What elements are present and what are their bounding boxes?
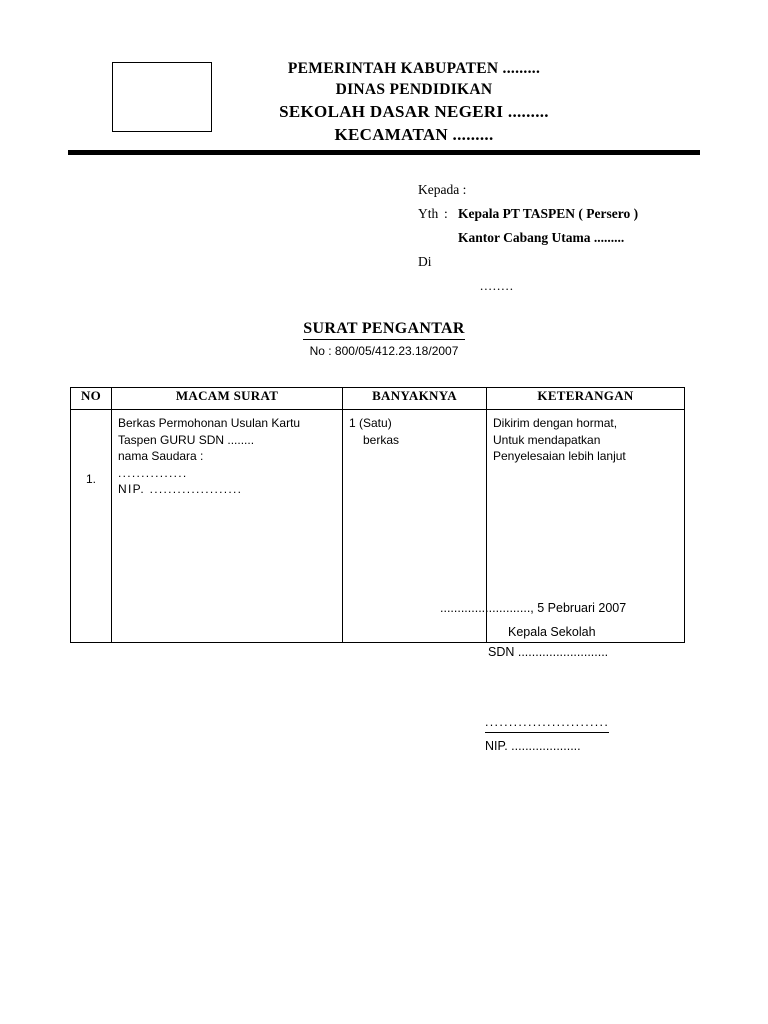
cell-row-number: 1.	[71, 410, 112, 643]
keterangan-line-2: Untuk mendapatkan	[493, 432, 601, 447]
keterangan-line-3: Penyelesaian lebih lanjut	[493, 449, 626, 463]
place-and-date: .........................., 5 Pebruari 2007	[440, 601, 627, 615]
macam-surat-line-5: NIP. ....................	[118, 482, 243, 496]
logo-placeholder-box	[112, 62, 212, 132]
kepada-row	[418, 178, 738, 202]
recipient-name: Kepala PT TASPEN ( Persero )	[458, 206, 639, 221]
yth-row	[418, 202, 738, 226]
column-header-no: NO	[71, 388, 112, 410]
column-header-banyaknya: BANYAKNYA	[343, 388, 487, 410]
signer-nip: NIP. ....................	[485, 739, 581, 753]
letterhead-line-4: KECAMATAN .........	[334, 125, 494, 144]
letterhead	[68, 58, 700, 146]
macam-surat-line-2: Taspen GURU SDN ........	[118, 432, 255, 447]
macam-surat-line-4: ...............	[118, 465, 188, 480]
letterhead-line-3: SEKOLAH DASAR NEGERI .........	[279, 102, 549, 121]
signature-name-block	[485, 712, 745, 756]
document-title: SURAT PENGANTAR	[303, 320, 464, 340]
yth-label: Yth	[418, 206, 439, 221]
letterhead-line-1: PEMERINTAH KABUPATEN .........	[287, 60, 541, 77]
address-block	[418, 178, 738, 298]
signature-block	[440, 598, 740, 662]
di-label: Di	[418, 254, 432, 269]
recipient-branch: Kantor Cabang Utama .........	[458, 230, 625, 245]
letterhead-line-2: DINAS PENDIDIKAN	[335, 81, 493, 98]
signer-name-blank: ..........................	[485, 712, 609, 733]
di-row	[418, 250, 738, 274]
column-header-keterangan: KETERANGAN	[487, 388, 685, 410]
branch-row	[418, 226, 738, 250]
di-value-row	[418, 274, 738, 298]
keterangan-line-1: Dikirim dengan hormat,	[493, 416, 618, 430]
macam-surat-line-1: Berkas Permohonan Usulan Kartu	[118, 416, 301, 430]
letterhead-divider	[68, 150, 700, 155]
document-number: No : 800/05/412.23.18/2007	[309, 344, 459, 358]
column-header-macam-surat: MACAM SURAT	[112, 388, 343, 410]
macam-surat-line-3: nama Saudara :	[118, 449, 204, 463]
signer-school: SDN ..........................	[488, 645, 609, 659]
kepada-label: Kepada :	[418, 182, 467, 197]
cell-macam-surat	[112, 410, 343, 643]
yth-colon: :	[444, 206, 448, 221]
title-block	[0, 320, 768, 358]
table-head	[71, 388, 685, 410]
di-value: ........	[480, 278, 514, 293]
signer-position: Kepala Sekolah	[508, 625, 596, 639]
table-header-row	[71, 388, 685, 410]
banyaknya-line-1: 1 (Satu)	[349, 416, 392, 430]
banyaknya-line-2: berkas	[363, 432, 400, 447]
